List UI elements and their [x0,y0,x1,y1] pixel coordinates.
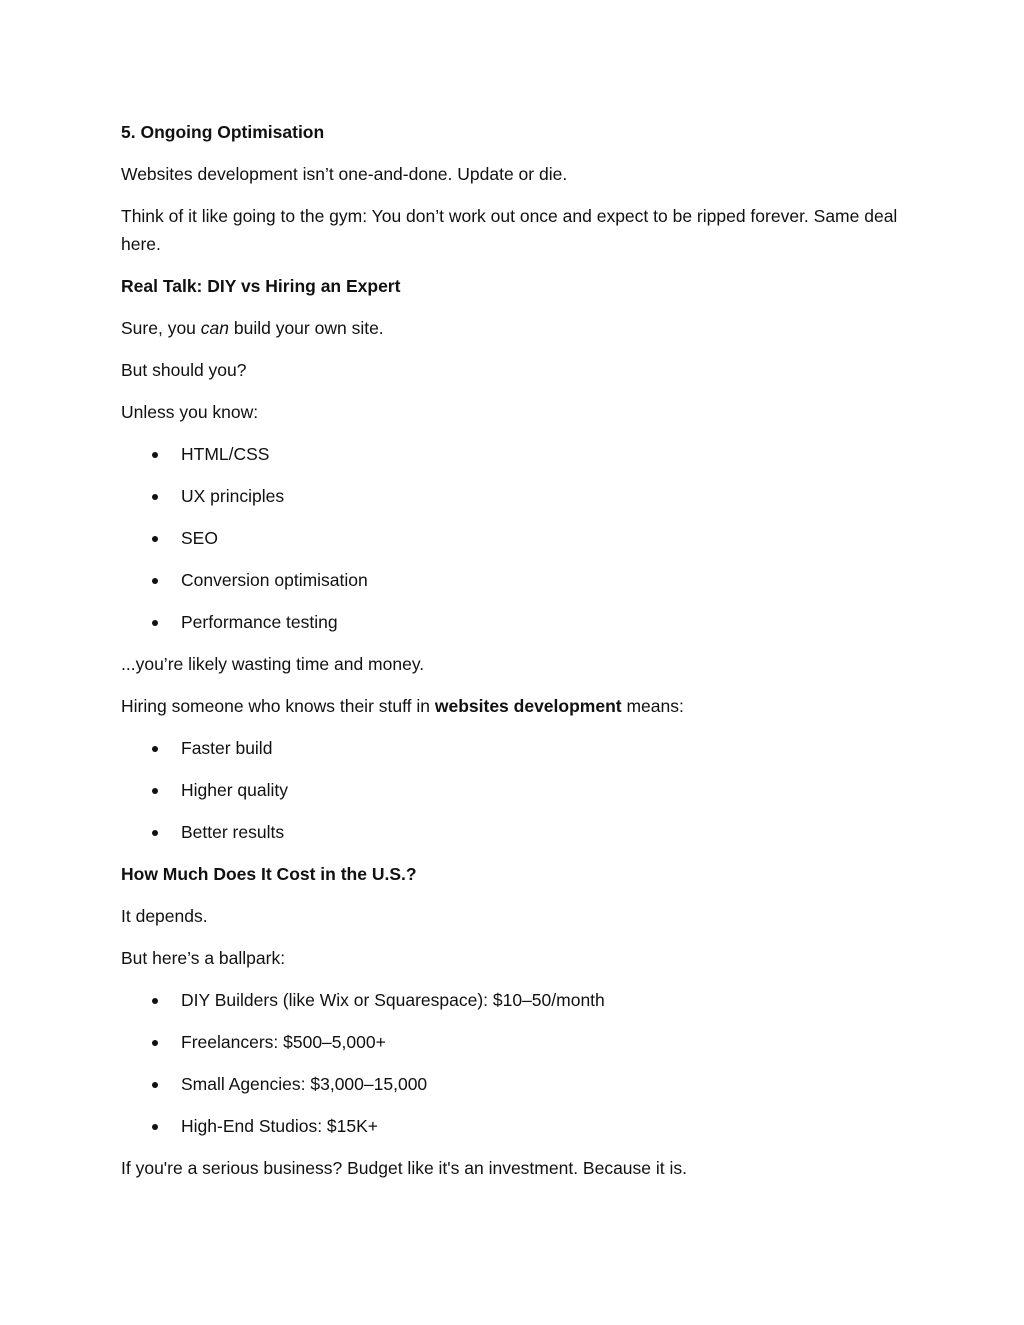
paragraph: ...you’re likely wasting time and money. [121,654,425,674]
list-item-text: High-End Studios: $15K+ [181,1116,379,1136]
bullet-icon [152,1082,158,1088]
document-page [121,118,911,1196]
list-item-text: Performance testing [181,612,338,632]
emphasis-text: can [200,318,229,338]
bullet-icon [152,998,158,1004]
list-item [121,734,911,762]
paragraph: If you're a serious business? Budget like it's an investment. Because it is. [121,1158,687,1178]
list-item [121,566,911,594]
list-item [121,1112,911,1140]
list-item-text: Better results [181,822,285,842]
bullet-icon [152,1124,158,1130]
bullet-icon [152,620,158,626]
list-item-text: DIY Builders (like Wix or Squarespace): $10–50/month [181,990,605,1010]
list-item-text: Freelancers: $500–5,000+ [181,1032,386,1052]
benefits-list [121,734,911,846]
list-item [121,1070,911,1098]
paragraph: But here’s a ballpark: [121,948,286,968]
bullet-icon [152,452,158,458]
bullet-icon [152,494,158,500]
list-item [121,482,911,510]
section-heading-diy-vs-expert: Real Talk: DIY vs Hiring an Expert [121,276,401,296]
list-item [121,986,911,1014]
bullet-icon [152,536,158,542]
list-item [121,440,911,468]
paragraph: But should you? [121,360,247,380]
bullet-icon [152,746,158,752]
list-item [121,1028,911,1056]
paragraph: It depends. [121,906,208,926]
list-item [121,776,911,804]
text-span: means: [621,696,684,716]
bullet-icon [152,830,158,836]
cost-list [121,986,911,1140]
bullet-icon [152,1040,158,1046]
paragraph: Websites development isn’t one-and-done. Update or die. [121,164,568,184]
list-item-text: SEO [181,528,218,548]
bullet-icon [152,578,158,584]
list-item-text: UX principles [181,486,285,506]
paragraph: Unless you know: [121,402,259,422]
bold-text: websites development [434,696,622,716]
list-item-text: HTML/CSS [181,444,270,464]
list-item-text: Higher quality [181,780,288,800]
list-item-text: Small Agencies: $3,000–15,000 [181,1074,428,1094]
paragraph [121,314,911,342]
list-item-text: Conversion optimisation [181,570,368,590]
paragraph: Think of it like going to the gym: You don’t work out once and expect to be ripped forever. Same deal here. [121,206,898,254]
text-span: build your own site. [229,318,384,338]
list-item [121,608,911,636]
skills-list [121,440,911,636]
bullet-icon [152,788,158,794]
section-heading-cost: How Much Does It Cost in the U.S.? [121,864,417,884]
list-item [121,524,911,552]
paragraph [121,692,911,720]
list-item [121,818,911,846]
text-span: Sure, you [121,318,201,338]
list-item-text: Faster build [181,738,273,758]
text-span: Hiring someone who knows their stuff in [121,696,435,716]
section-heading-ongoing-optimisation: 5. Ongoing Optimisation [121,122,325,142]
